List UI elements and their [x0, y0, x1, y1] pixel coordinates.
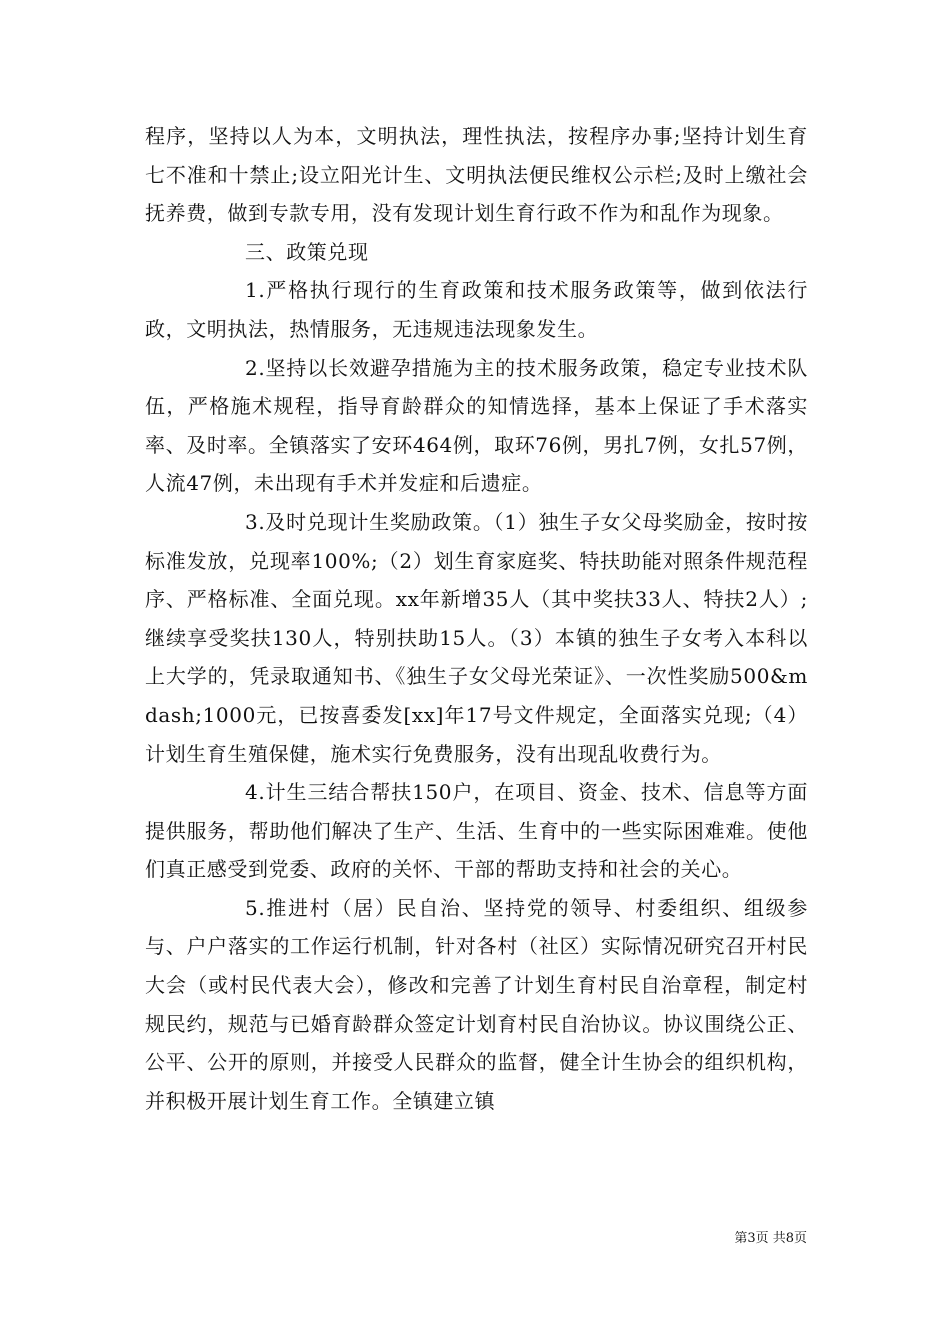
paragraph-item-4: 4.计生三结合帮扶150户，在项目、资金、技术、信息等方面提供服务，帮助他们解决了生产、生活、生育中的一些实际困难难。使他们真正感受到党委、政府的关怀、干部的帮助支持和社会的关心。	[145, 780, 808, 882]
paragraph-continuation: 程序，坚持以人为本，文明执法，理性执法，按程序办事;坚持计划生育七不准和十禁止;设立阳光计生、文明执法便民维权公示栏;及时上缴社会抚养费，做到专款专用，没有发现计划生育行政不作为和乱作为现象。	[145, 124, 808, 226]
paragraph-item-2: 2.坚持以长效避孕措施为主的技术服务政策，稳定专业技术队伍，严格施术规程，指导育龄群众的知情选择，基本上保证了手术落实率、及时率。全镇落实了安环464例，取环76例，男扎7例，女扎57例，人流47例，未出现有手术并发症和后遗症。	[145, 355, 808, 496]
paragraph-item-1: 1.严格执行现行的生育政策和技术服务政策等，做到依法行政，文明执法，热情服务，无违规违法现象发生。	[145, 278, 808, 341]
paragraph-item-5: 5.推进村（居）民自治、坚持党的领导、村委组织、组级参与、户户落实的工作运行机制，针对各村（社区）实际情况研究召开村民大会（或村民代表大会），修改和完善了计划生育村民自治章程，制定村规民约，规范与已婚育龄群众签定计划育村民自治协议。协议围绕公正、公平、公开的原则，并接受人民群众的监督，健全计生协会的组织机构，并积极开展计划生育工作。全镇建立镇	[145, 895, 808, 1113]
section-heading-policy: 三、政策兑现	[245, 239, 369, 264]
page-number-footer: 第3页 共8页	[734, 1231, 807, 1246]
paragraph-item-3: 3.及时兑现计生奖励政策。（1）独生子女父母奖励金，按时按标准发放，兑现率100%;（2）划生育家庭奖、特扶助能对照条件规范程序、严格标准、全面兑现。xx年新增35人（其中奖扶33人、特扶2人）;继续享受奖扶130人，特别扶助15人。（3）本镇的独生子女考入本科以上大学的，凭录取通知书、《独生子女父母光荣证》、一次性奖励500&mdash;1000元，已按喜委发[xx]年17号文件规定，全面落实兑现;（4）计划生育生殖保健，施术实行免费服务，没有出现乱收费行为。	[145, 509, 808, 766]
document-body	[145, 117, 808, 1120]
